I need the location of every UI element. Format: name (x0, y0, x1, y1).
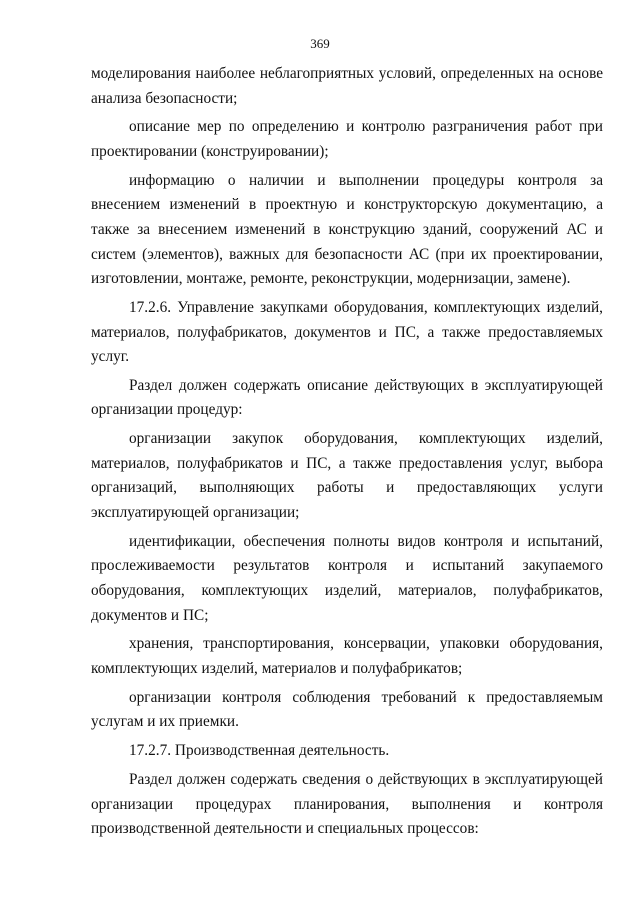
paragraph-11: Раздел должен содержать сведения о действующих в эксплуатирующей организации процедурах планирования, выполнения и контроля производственной деятельности и специальных процессов: (91, 770, 603, 838)
paragraph-9: организации контроля соблюдения требований к предоставляемым услугам и их приемки. (91, 688, 603, 731)
paragraph-6: организации закупок оборудования, комплектующих изделий, материалов, полуфабрикатов и ПС, а также предоставления услуг, выбора организаций, выполняющих работы и предоставляющих услуги эксплуатирующей организации; (91, 430, 603, 522)
paragraph-2: описание мер по определению и контролю разграничения работ при проектировании (конструировании); (91, 118, 603, 160)
paragraph-3: информацию о наличии и выполнении процедуры контроля за внесением изменений в проектную и конструкторскую документацию, а также за внесением изменений в конструкцию зданий, сооружений АС и систем (элементов), важных для безопасности АС (при их проектировании, изготовлении, монтаже, ремонте, реконструкции, модернизации, замене). (91, 171, 603, 288)
section-17-2-7-heading: 17.2.7. Производственная деятельность. (129, 742, 390, 760)
paragraph-8: хранения, транспортирования, консервации, упаковки оборудования, комплектующих изделий, материалов и полуфабрикатов; (91, 635, 603, 677)
page-number: 369 (310, 36, 330, 51)
paragraph-7: идентификации, обеспечения полноты видов контроля и испытаний, прослеживаемости результатов контроля и испытаний закупаемого оборудования, комплектующих изделий, материалов, полуфабрикатов, документов и ПС; (91, 532, 603, 624)
document-body (91, 62, 603, 846)
paragraph-5: Раздел должен содержать описание действующих в эксплуатирующей организации процедур: (91, 376, 603, 419)
paragraph-1: моделирования наиболее неблагоприятных условий, определенных на основе анализа безопасности; (91, 65, 603, 107)
section-17-2-6-heading: 17.2.6. Управление закупками оборудования, комплектующих изделий, материалов, полуфабрикатов, документов и ПС, а также предоставляемых услуг. (91, 298, 603, 366)
